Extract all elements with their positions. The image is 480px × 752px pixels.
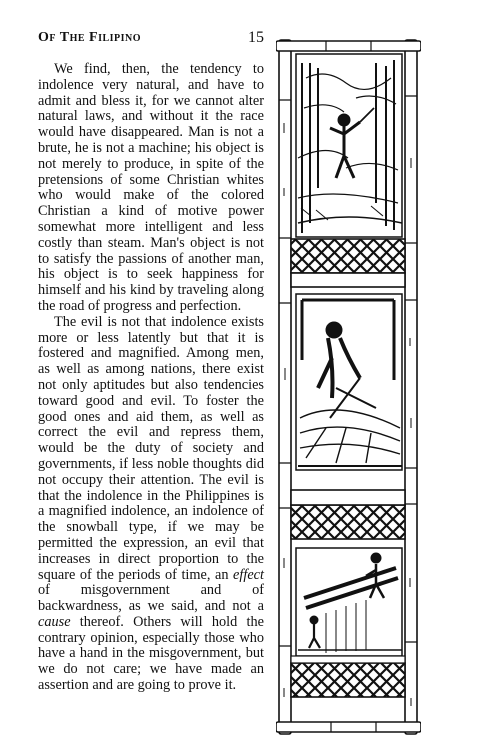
bamboo-border — [276, 38, 421, 736]
bamboo-pole-left — [279, 40, 291, 734]
paragraph-1: We find, then, the tendency to indolence very natural, and have to admit and bless it, for we cannot alter natural laws, and without it the race would have disappeared. Man is not a brute, he is not a machine; his object is not merely to produce, in spite of the pretensions of some Christian whites who would make of the colored Christian a kind of motive power somewhat more intelligent and less costly than steam. Man's object is not to satisfy the passions of another man, his object is to seek happiness for himself and his kind by traveling along the road of progress and perfection. — [38, 61, 264, 314]
paragraph-2-text-c: thereof. Others will hold the contrary opinion, especially those who have a hand in the misgovernment, but we do not care; we have made an assertion and are going to prove it. — [38, 613, 264, 694]
paragraph-2-text-a: The evil is not that indolence exists more or less latently but that it is fostered and magnified. Among men, as well as among nations, there exist not only aptitudes but also tendencies toward good and evil. To foster the good ones and aid them, as well as correct the evil and repress them, would be the duty of society and governments, if less noble thoughts did not occupy their attention. The evil is that the indolence in the Philippines is a magnified indolence, an indolence of the snowball type, if we may be permitted the expression, an evil that increases in direct proportion to the square of the periods of time, an — [38, 313, 264, 583]
bamboo-pole-right — [405, 40, 417, 734]
paragraph-2-text-b: of misgovernment and of backwardness, as we said, and not a — [38, 582, 264, 615]
italic-effect: effect — [233, 566, 264, 583]
page-number: 15 — [248, 29, 264, 46]
paragraph-2 — [38, 315, 264, 694]
bamboo-crossbar-top — [276, 41, 421, 51]
running-header — [38, 30, 264, 52]
running-title: Of The Filipino — [38, 30, 142, 45]
italic-cause: cause — [38, 613, 71, 630]
body-text — [38, 62, 264, 694]
bamboo-crossbar-bottom — [276, 722, 421, 732]
